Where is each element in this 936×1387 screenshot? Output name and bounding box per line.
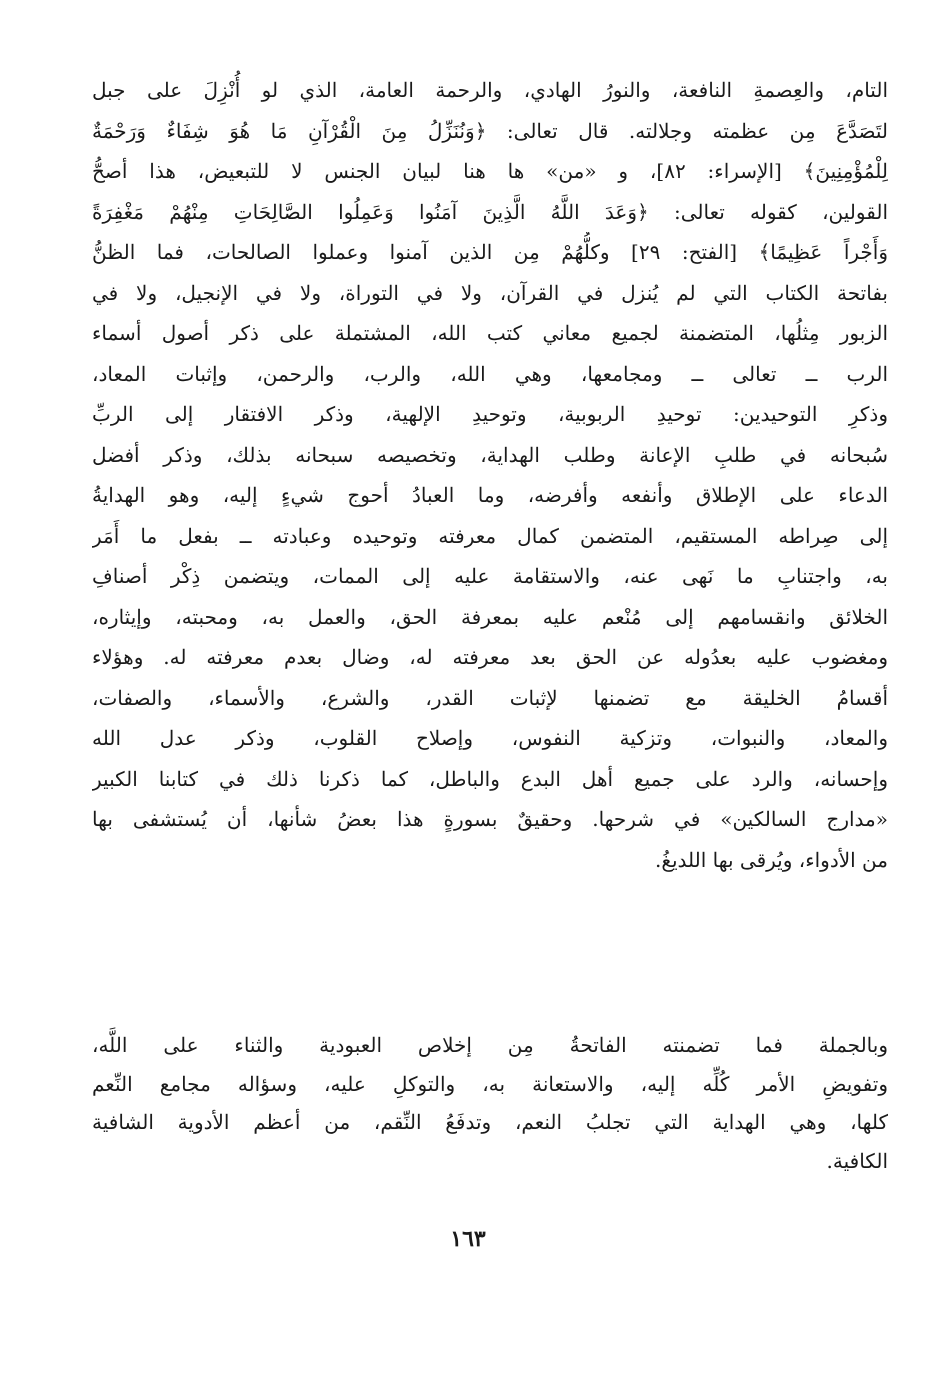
text-line: به، واجتنابِ ما نَهى عنه، والاستقامة عليه إلى الممات، ويتضمن ذِكْر أصنافِ <box>92 564 888 588</box>
text-line: وَأَجْراً عَظِيمًا﴾ [الفتح: ٢٩] وكلُّهُمْ مِن الذين آمنوا وعملوا الصالحات، فما الظنُّ <box>92 240 888 264</box>
text-line: «مدارج السالكين» في شرحها. وحقيقٌ بسورةٍ هذا بعضُ شأنها، أن يُستشفى بها <box>92 807 888 831</box>
text-line: إلى صِراطه المستقيم، المتضمن كمال معرفته وتوحيده وعبادته ــ بفعل ما أَمَر <box>92 523 888 548</box>
text-line: وتفويضِ الأمر كُلِّه إليه، والاستعانة به، والتوكلِ عليه، وسؤاله مجامع النِّعم <box>92 1071 888 1096</box>
text-line: من الأدواء، ويُرقى بها اللديغُ. <box>654 847 888 872</box>
text-line: لتَصَدَّعَ مِن عظمته وجلالته. قال تعالى: ﴿وَنُنَزِّلُ مِنَ الْقُرْآنِ مَا هُوَ شِفَاءٌ وَرَحْمَةٌ <box>92 118 888 143</box>
text-line: الزبور مِثلُها، المتضمنة لجميع معاني كتب الله، المشتملة على ذكر أصول أسماء <box>92 321 888 345</box>
text-line: الكافية. <box>826 1148 888 1173</box>
text-line: القولين، كقوله تعالى: ﴿وَعَدَ اللَّهُ الَّذِينَ آمَنُوا وَعَمِلُوا الصَّالِحَاتِ مِنْهُمْ مَغْفِرَةً <box>92 199 888 224</box>
text-line: وبالجملة فما تضمنته الفاتحةُ مِن إخلاص العبودية والثناء على اللَّه، <box>92 1033 888 1057</box>
text-line: كلها، وهي الهداية التي تجلبُ النعم، وتدفَعُ النِّقم، من أعظم الأدوية الشافية <box>92 1110 888 1134</box>
paragraph-1 <box>92 70 888 880</box>
text-line: الخلائق وانقسامهم إلى مُنْعم عليه بمعرفة الحق، والعمل به، ومحبته، وإيثاره، <box>92 604 888 629</box>
text-line: والمعاد، والنبوات، وتزكية النفوس، وإصلاح القلوب، وذكر عدل الله <box>92 726 888 750</box>
paragraph-2 <box>92 1026 888 1180</box>
page-number: ١٦٣ <box>450 1226 486 1252</box>
text-line: بفاتحة الكتاب التي لم يُنزل في القرآن، ولا في التوراة، ولا في الإنجيل، ولا في <box>92 280 888 305</box>
text-line: أقسامُ الخليقة مع تضمنها لإثبات القدر، والشرع، والأسماء، والصفات، <box>92 685 888 710</box>
text-line: سُبحانه في طلبِ الإعانة وطلب الهداية، وتخصيصه سبحانه بذلك، وذكر أفضل <box>92 442 888 467</box>
text-line: ومغضوب عليه بعدُوله عن الحق بعد معرفته له، وضال بعدم معرفته له. وهؤلاء <box>92 645 888 669</box>
text-line: وإحسانه، والرد على جميع أهل البدع والباطل، كما ذكرنا ذلك في كتابنا الكبير <box>92 766 888 791</box>
text-line: التام، والعِصمةِ النافعة، والنورُ الهادي، والرحمة العامة، الذي لو أُنْزِلَ على جبل <box>92 78 888 102</box>
text-line: الدعاء على الإطلاق وأنفعه وأفرضه، وما العبادُ أحوج شيءٍ إليه، وهو الهدايةُ <box>92 483 888 507</box>
text-line: وذكرِ التوحيدين: توحيدِ الربوبية، وتوحيدِ الإلهية، وذكر الافتقار إلى الربِّ <box>92 402 888 426</box>
text-line: الرب ــ تعالى ــ ومجامعها، وهي الله، والرب، والرحمن، وإثبات المعاد، <box>92 361 888 386</box>
text-line: لِلْمُؤْمِنِينَ﴾ [الإسراء: ٨٢]، و «من» ها هنا لبيان الجنس لا للتبعيض، هذا أصحُّ <box>92 159 888 183</box>
